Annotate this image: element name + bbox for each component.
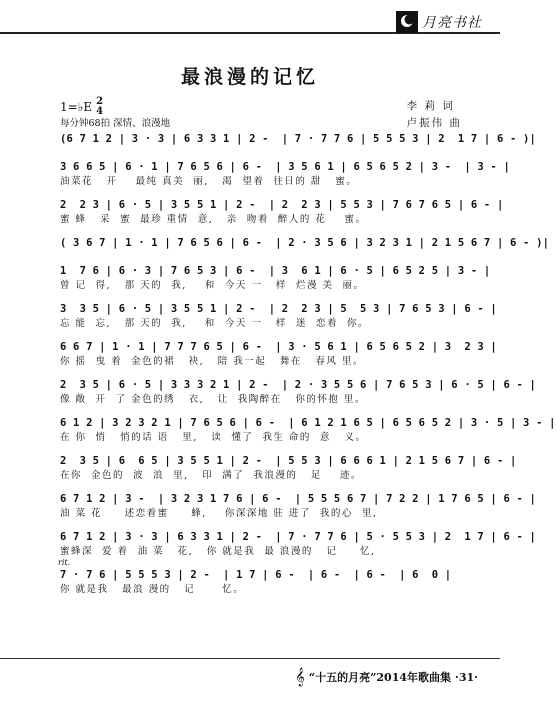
notation-line: (6 7 1 2 | 3 · 3 | 6 3 3 1 | 2 - | 7 · 7 7 6 | 5 5 5 3 | 2 1 7 | 6 - )| — [60, 133, 537, 145]
page-footer — [0, 658, 500, 689]
logo-text: 月亮书社 — [422, 15, 482, 31]
music-system — [58, 558, 465, 606]
publisher-logo — [392, 8, 482, 36]
lyric-line: 你 就是我 最浪 漫的 记 忆。 — [60, 584, 245, 595]
key-signature — [60, 97, 103, 117]
music-system — [60, 454, 517, 492]
book-title: “十五的月亮”2014年歌曲集 — [308, 671, 452, 684]
notation-line: 7 · 7 6 | 5 5 5 3 | 2 - | 1 7 | 6 - | 6 - | 6 - | 6 0 | — [60, 569, 452, 581]
credits — [407, 98, 462, 132]
footer-text — [295, 667, 478, 687]
notation-line: 2 3 5 | 6 · 5 | 3 3 3 2 1 | 2 - | 2 · 3 5 5 6 | 7 6 5 3 | 6 · 5 | 6 - | — [60, 379, 537, 391]
lyric-line: 在 你 悄 悄的话 语 里, 读 懂了 我生 命的 意 义。 — [60, 432, 367, 443]
song-title: 最浪漫的记忆 — [180, 66, 319, 88]
notation-line: 6 6 7 | 1 · 1 | 7 7 7 6 5 | 6 - | 3 · 5 6 1 | 6 5 6 5 2 | 3 2 3 | — [60, 341, 504, 353]
time-bottom: 4 — [96, 106, 104, 117]
ritardando-mark: rit. — [58, 558, 71, 567]
music-system — [60, 236, 550, 264]
notation-line: 6 1 2 | 3 2 3 2 1 | 7 6 5 6 | 6 - | 6 1 2 1 6 5 | 6 5 6 5 2 | 3 · 5 | 3 - | — [60, 417, 556, 429]
lyric-line: 油 菜 花 述恋着蜜 蜂, 你深深地 驻 进了 我的心 里, — [60, 508, 378, 519]
key-label: 1=♭E — [60, 100, 93, 114]
page-number: ·31· — [455, 670, 478, 684]
lyric-line: 忘 能 忘, 那 天的 我, 和 今天 一 样 迷 恋着 你。 — [60, 318, 370, 329]
lyricist: 李 莉 词 — [406, 100, 455, 112]
tempo-marking: 每分钟68拍 深情、浪漫地 — [60, 118, 171, 129]
notation-line: ( 3 6 7 | 1 · 1 | 7 6 5 6 | 6 - | 2 · 3 5 6 | 3 2 3 1 | 2 1 5 6 7 | 6 - )| — [60, 237, 550, 249]
music-system — [60, 530, 537, 568]
music-system — [60, 132, 537, 160]
moon-icon — [396, 11, 418, 33]
notation-line: 2 2 3 | 6 · 5 | 3 5 5 1 | 2 - | 2 2 3 | 5 5 3 | 7 6 7 6 5 | 6 - | — [60, 199, 504, 211]
notation-line: 3 3 5 | 6 · 5 | 3 5 5 1 | 2 - | 2 2 3 | 5 5 3 | 7 6 5 3 | 6 - | — [60, 303, 497, 315]
lyric-line: 曾 记 得, 那 天的 我, 和 今天 一 样 烂漫 美 丽。 — [60, 280, 365, 291]
lyric-line: 在你 金色的 波 浪 里, 印 满了 我浪漫的 足 迹。 — [60, 470, 362, 481]
music-system — [60, 416, 556, 454]
music-system — [60, 302, 497, 340]
music-system — [60, 160, 510, 198]
lyric-line: 油菜花 开 最纯 真美 丽, 渴 望着 往日的 甜 蜜。 — [60, 176, 358, 187]
notation-line: 6 7 1 2 | 3 · 3 | 6 3 3 1 | 2 - | 7 · 7 7 6 | 5 · 5 5 3 | 2 1 7 | 6 - | — [60, 531, 537, 543]
notation-line: 2 3 5 | 6 6 5 | 3 5 5 1 | 2 - | 5 5 3 | 6 6 6 1 | 2 1 5 6 7 | 6 - | — [60, 455, 517, 467]
time-top: 2 — [96, 96, 104, 107]
music-system — [60, 264, 491, 302]
lyric-line: 你 摇 曳 着 金色的裙 袂, 陪 我一起 舞在 春风 里。 — [60, 356, 364, 367]
notation-line: 6 7 1 2 | 3 - | 3 2 3 1 7 6 | 6 - | 5 5 5 6 7 | 7 2 2 | 1 7 6 5 | 6 - | — [60, 493, 537, 505]
music-system — [60, 198, 504, 236]
lyric-line: 蜜蜂深 爱 着 油 菜 花, 你 就是我 最 浪漫的 记 忆, — [60, 546, 376, 557]
music-system — [60, 492, 537, 530]
notation-line: 3 6 6 5 | 6 · 1 | 7 6 5 6 | 6 - | 3 5 6 1 | 6 5 6 5 2 | 3 - | 3 - | — [60, 161, 510, 173]
score — [58, 132, 556, 606]
music-system — [60, 340, 504, 378]
treble-clef-icon: 𝄞 — [295, 667, 305, 686]
lyric-line: 蜜 蜂 采 蜜 最珍 重情 意, 亲 吻着 醉人的 花 蜜。 — [60, 214, 367, 225]
music-system — [60, 378, 537, 416]
lyric-line: 像 敞 开 了 金色的绣 衣, 让 我陶醉在 你的怀抱 里。 — [60, 394, 366, 405]
notation-line: 1 7 6 | 6 · 3 | 7 6 5 3 | 6 - | 3 6 1 | 6 · 5 | 6 5 2 5 | 3 - | — [60, 265, 491, 277]
time-signature — [96, 97, 103, 117]
composer: 卢振伟 曲 — [406, 117, 462, 129]
